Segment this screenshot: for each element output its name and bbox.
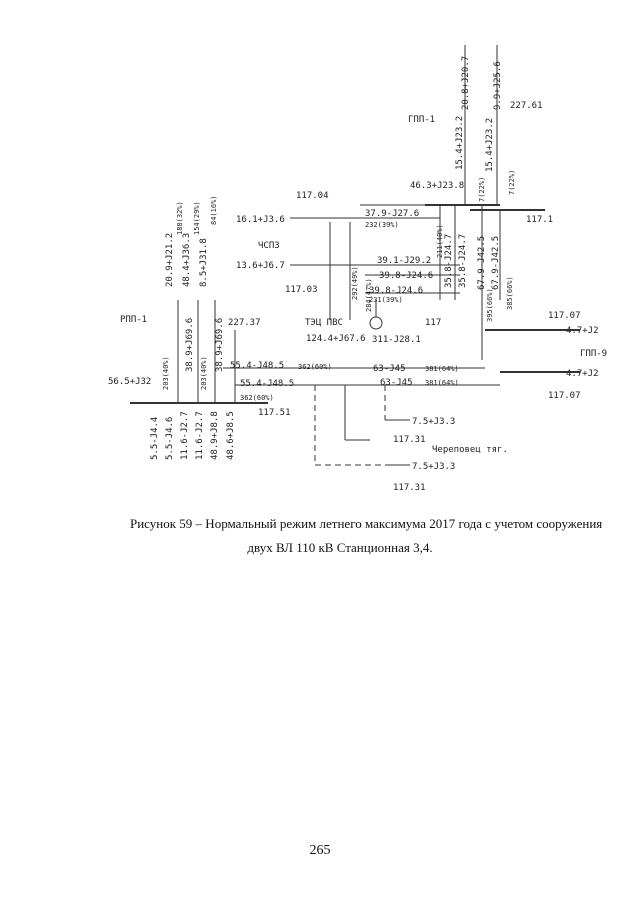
flow-label: 7(22%) (508, 169, 516, 195)
flow-label: 203(40%) (162, 356, 170, 390)
page-number: 265 (309, 843, 331, 858)
voltage-227-37: 227.37 (228, 318, 261, 328)
voltage-117-51: 117.51 (258, 408, 291, 418)
label-gpp1: ГПП-1 (408, 115, 436, 125)
flow-label: 63-J45 (380, 378, 413, 388)
flow-label: 7.5+J3.3 (412, 462, 456, 472)
voltage-117-31a: 117.31 (393, 435, 426, 445)
flow-label: 395(66%) (486, 288, 494, 322)
flow-label: 56.5+J32 (108, 377, 152, 387)
flow-label: 381(64%) (425, 379, 459, 387)
flow-label: 39.1-J29.2 (377, 256, 432, 266)
flow-label: 8.5+J31.8 (199, 238, 209, 287)
flow-label: 37.9-J27.6 (365, 209, 420, 219)
figure-caption-line2: двух ВЛ 110 кВ Станционная 3,4. (247, 540, 433, 555)
voltage-117-07a: 117.07 (548, 311, 581, 321)
flow-label: 7(22%) (478, 176, 486, 202)
flow-label: 5.5-J4.4 (150, 416, 160, 460)
flow-label: 63-J45 (373, 364, 406, 374)
flow-label: 15.4+J23.2 (455, 115, 465, 170)
flow-label: 4.7+J2 (566, 369, 599, 379)
flow-label: 55.4-J48.5 (230, 361, 285, 371)
flow-label: 15.4+J23.2 (485, 117, 495, 172)
flow-label: 84(16%) (210, 195, 218, 225)
flow-label: 292(49%) (351, 266, 359, 300)
flow-label: 381(64%) (425, 365, 459, 373)
flow-label: 11.6-J2.7 (180, 411, 190, 460)
flow-label: 48.4+J36.3 (182, 232, 192, 287)
voltage-227-61: 227.61 (510, 101, 543, 111)
flow-label: 211(40%) (436, 224, 444, 258)
flow-label: 46.3+J23.8 (410, 181, 465, 191)
voltage-117-03: 117.03 (285, 285, 318, 295)
voltage-117-07b: 117.07 (548, 391, 581, 401)
flow-label: 16.1+J3.6 (236, 215, 285, 225)
flow-label: 124.4+J67.6 (306, 334, 366, 344)
flow-label: 38.9+J69.6 (185, 317, 195, 372)
flow-label: 362(60%) (298, 363, 332, 371)
flow-label: 35.8-J24.7 (458, 233, 468, 288)
flow-label: 48.6+J8.5 (226, 411, 236, 460)
flow-label: 38.9+J69.6 (215, 317, 225, 372)
vertical-flow-labels (150, 56, 516, 460)
label-cherepovets: Череповец тяг. (432, 445, 508, 455)
label-chspz: ЧСПЗ (258, 241, 280, 251)
voltage-117-04: 117.04 (296, 191, 329, 201)
voltage-117-31b: 117.31 (393, 483, 426, 493)
flow-label: 154(29%) (193, 201, 201, 235)
label-tec: ТЭЦ ПВС (305, 318, 343, 328)
voltage-117: 117 (425, 318, 442, 328)
flow-label: 311-J28.1 (372, 335, 421, 345)
flow-label: 39.8-J24.6 (379, 271, 434, 281)
flow-label: 232(39%) (365, 221, 399, 229)
flow-label: 20.8+J20.7 (461, 55, 471, 110)
flow-label: 39.8-J24.6 (369, 286, 424, 296)
flow-label: 385(66%) (506, 276, 514, 310)
label-rpp1: РПП-1 (120, 315, 148, 325)
flow-label: 9.9+J25.6 (493, 61, 503, 110)
flow-label: 7.5+J3.3 (412, 417, 456, 427)
flow-label: 67.9-J42.5 (491, 235, 501, 290)
flow-label: 20.9+J21.2 (165, 232, 175, 287)
flow-label: 67.9-J42.5 (477, 235, 487, 290)
flow-label: 4.7+J2 (566, 326, 599, 336)
flow-label: 11.6-J2.7 (195, 411, 205, 460)
voltage-117-1: 117.1 (526, 215, 554, 225)
flow-label: 203(40%) (200, 356, 208, 390)
flow-label: 231(39%) (369, 296, 403, 304)
flow-label: 48.9+J8.8 (210, 411, 220, 460)
figure-caption-line1: Рисунок 59 – Нормальный режим летнего максимума 2017 года с учетом сооружения (130, 516, 603, 531)
flow-label: 362(60%) (240, 394, 274, 402)
flow-label: 55.4-J48.5 (240, 379, 295, 389)
flow-label: 13.6+J6.7 (236, 261, 285, 271)
flow-label: 188(32%) (176, 201, 184, 235)
label-gpp9: ГПП-9 (580, 349, 608, 359)
flow-label: 284(47%) (365, 278, 373, 312)
flow-label: 5.5-J4.6 (165, 416, 175, 460)
flow-label: 35.8-J24.7 (444, 233, 454, 288)
